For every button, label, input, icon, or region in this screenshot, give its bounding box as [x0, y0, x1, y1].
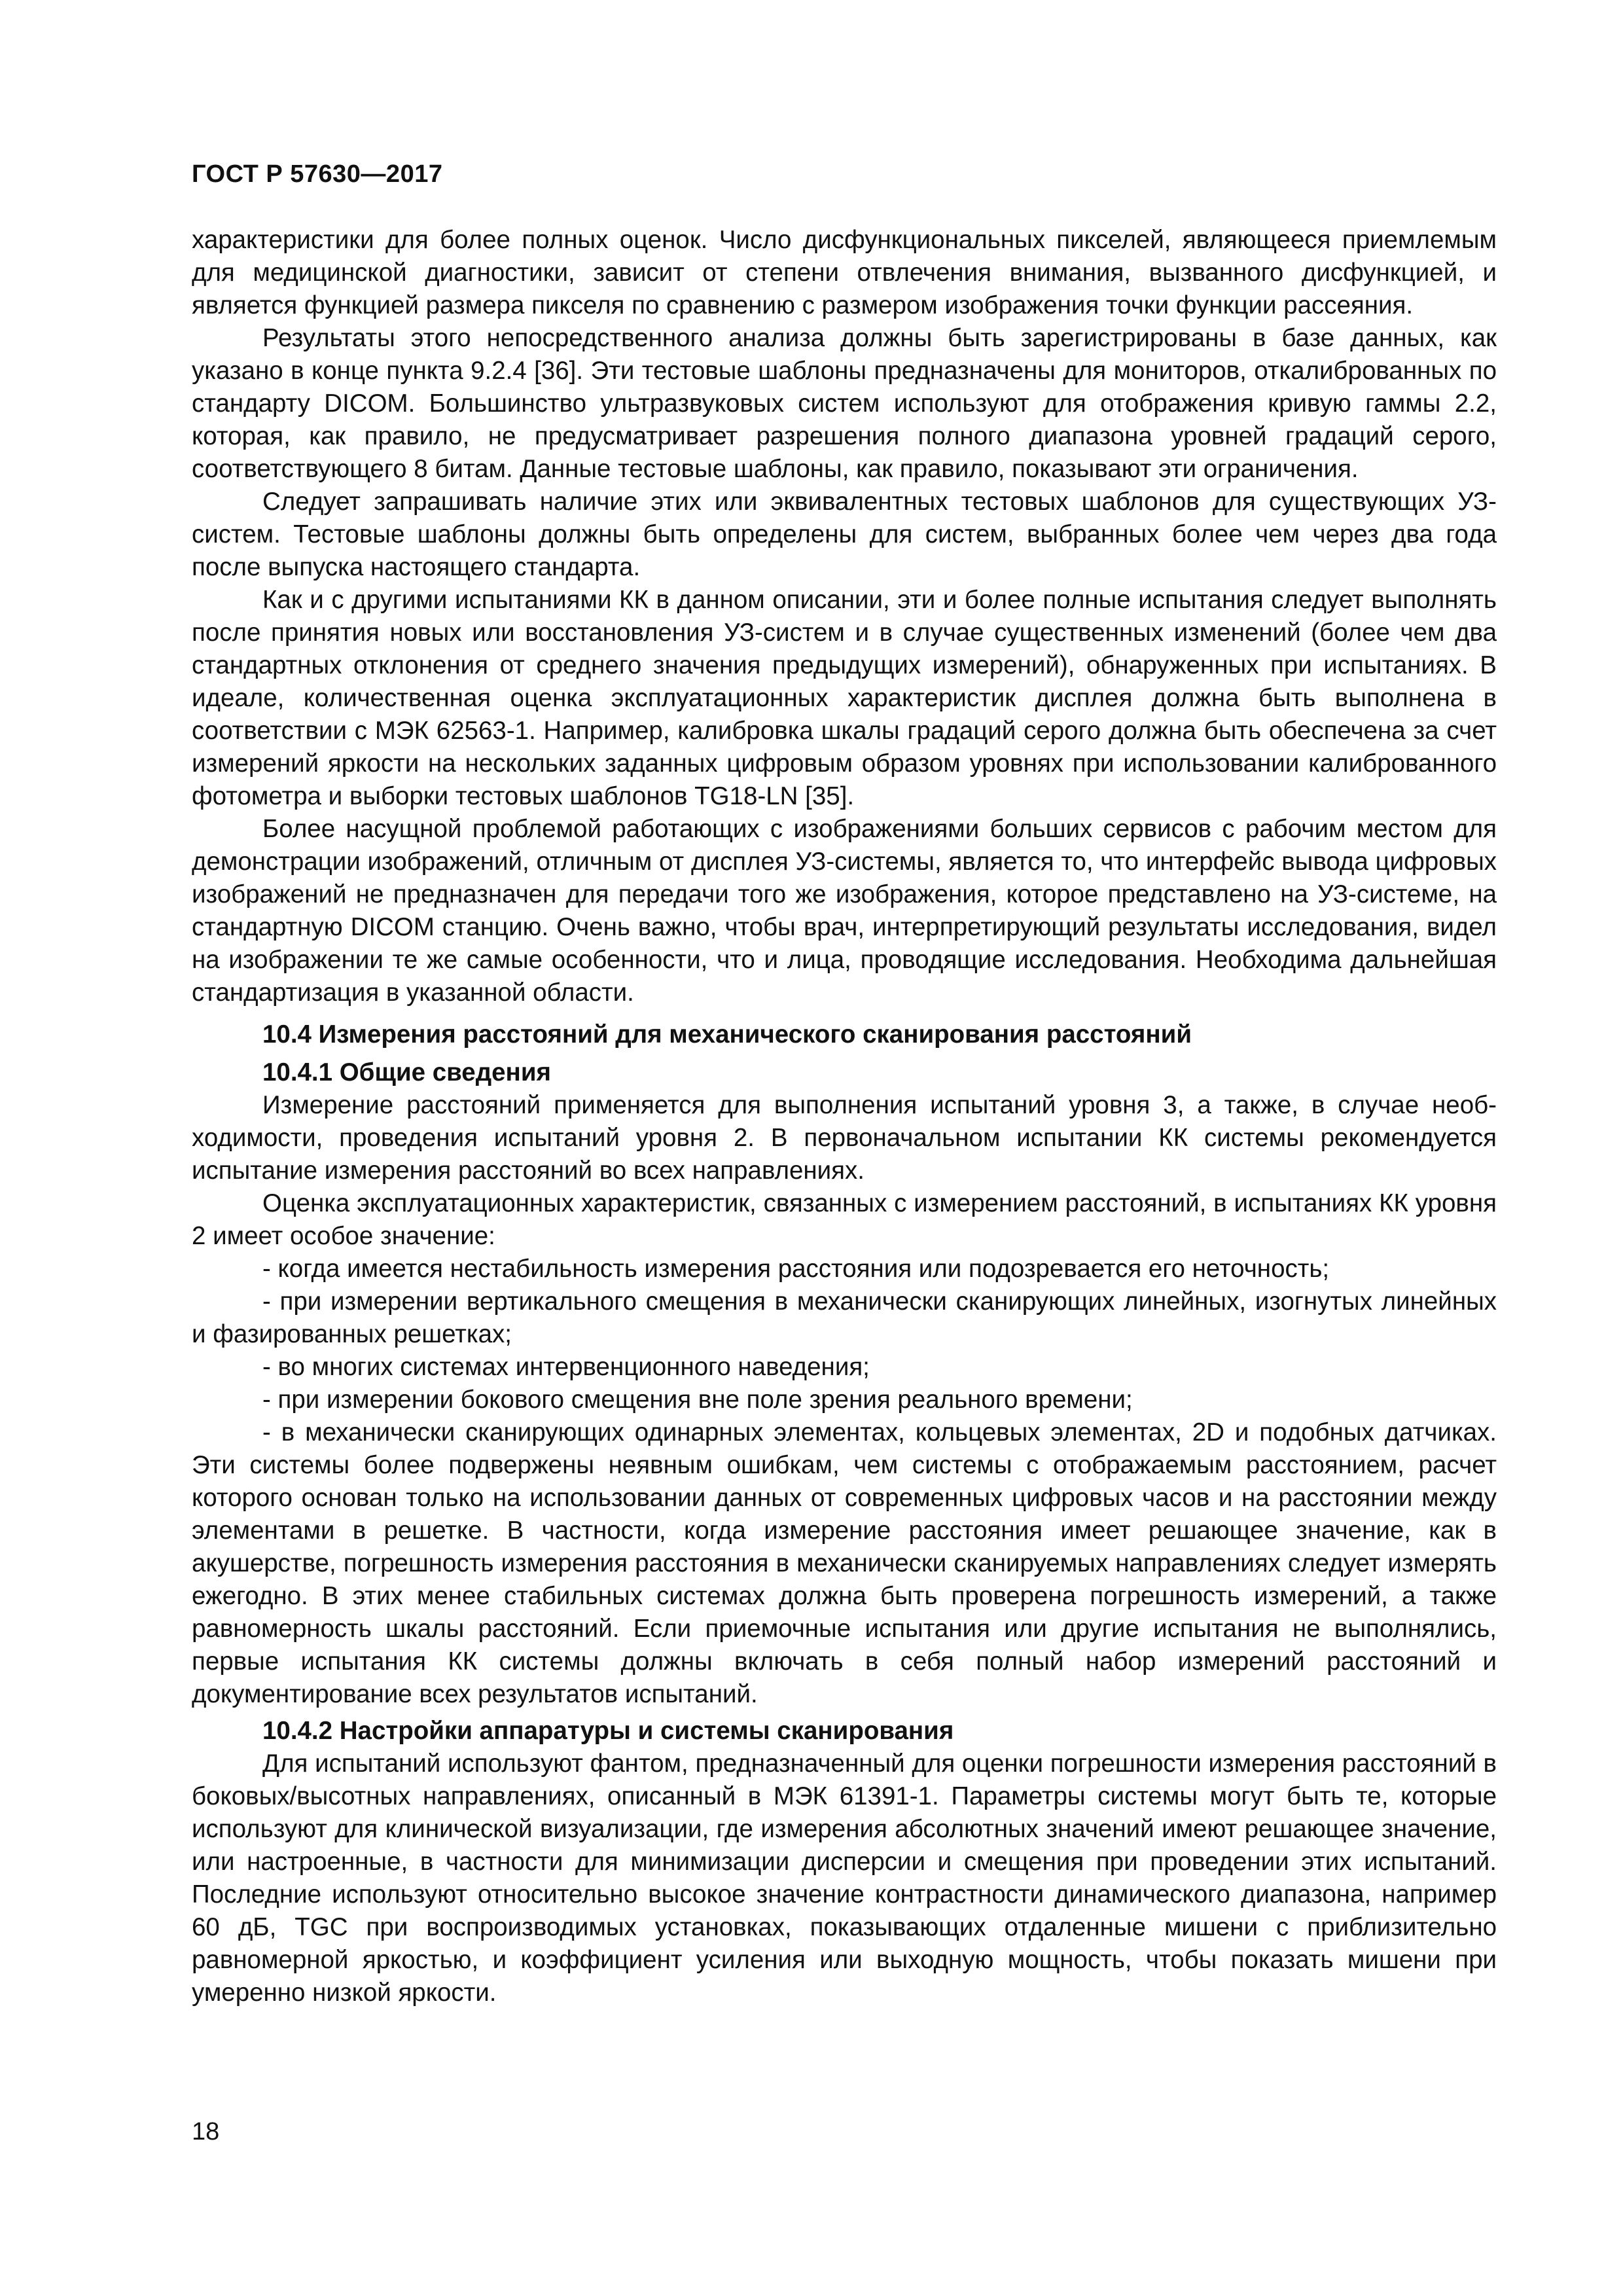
paragraph: Результаты этого непосредственного анализа должны быть зарегистрированы в базе данных, как указано в конце пункта 9.2.4 [36]. Эти тестовые шаблоны предназначены для мониторов, откалиброванных по стандарту DICOM. Большинство ультразвуковых систем используют для отображения кривую гаммы 2.2, которая, как правило, не предусматривает разрешения полного диапазона уровней градаций серого, соответствующего 8 битам. Данные тестовые шаблоны, как правило, показывают эти ограничения. — [192, 324, 1497, 483]
page-number: 18 — [192, 2118, 220, 2145]
list-item: - в механически сканирующих одинарных элементах, кольцевых элементах, 2D и подобных датчиках. Эти системы более подвержены неявным ошибкам, чем системы с отображаемым расстоянием, расчет которого основан только на использовании данных от современных цифровых часов и на расстоянии между элементами в решетке. В частности, когда измерение расстояния имеет решающее значение, как в акушерстве, погрешность измерения расстояния в механически сканируемых направлениях следует измерять ежегодно. В этих менее стабильных системах должна быть проверена погрешность измерений, а также равномерность шкалы расстояний. Если приемочные испытания или другие испытания не выполнялись, первые испытания КК системы должны включать в себя полный набор измерений расстояний и документирование всех результатов испытаний. — [192, 1418, 1497, 1708]
paragraph: Для испытаний используют фантом, предназначенный для оценки погрешности измерения расстояний в боковых/высотных направлениях, описанный в МЭК 61391-1. Параметры системы могут быть те, которые используют для клинической визуализации, где измерения абсолютных значений имеют решающее значение, или настроенные, в частности для минимизации дисперсии и смещения при проведении этих испытаний. Последние используют относительно высокое значение контрастности динамического диапазона, например 60 дБ, TGC при воспроизводимых установках, показывающих отдаленные мишени с приблизительно равномерной яркостью, и коэффициент усиления или выходную мощность, чтобы показать мишени при умеренно низкой яркости. — [192, 1749, 1497, 2007]
paragraph: Оценка эксплуатационных характеристик, связанных с измерением расстояний, в испытаниях КК уровня 2 имеет особое значение: — [192, 1189, 1497, 1250]
section-heading-10-4: 10.4 Измерения расстояний для механического сканирования расстояний — [262, 1020, 1192, 1049]
list-item: - при измерении вертикального смещения в механически сканирующих линейных, изогнутых линейных и фазированных решетках; — [192, 1287, 1497, 1348]
subsection-heading-10-4-1: 10.4.1 Общие сведения — [262, 1058, 551, 1086]
paragraph: Измерение расстояний применяется для выполнения испытаний уровня 3, а также, в случае необходимости, проведения испытаний уровня 2. В первоначальном испытании КК системы рекомендуется испытание измерения расстояний во всех направлениях. — [192, 1091, 1497, 1185]
paragraph: Более насущной проблемой работающих с изображениями больших сервисов с рабочим местом для демонстрации изображений, отличным от дисплея УЗ-системы, является то, что интерфейс вывода цифровых изображений не предназначен для передачи того же изображения, которое представлено на УЗ-системе, на стандартную DICOM станцию. Очень важно, чтобы врач, интерпретирующий результаты исследования, видел на изображении те же самые особенности, что и лица, проводящие исследования. Необходима дальнейшая стандартизация в указанной области. — [192, 815, 1497, 1007]
list-item: - во многих системах интервенционного наведения; — [262, 1353, 870, 1381]
paragraph: характеристики для более полных оценок. Число дисфункциональных пикселей, являющееся приемлемым для медицинской диагностики, зависит от степени отвлечения внимания, вызванного дисфункцией, и является функцией размера пикселя по сравнению с размером изображения точки функции рассеяния. — [192, 226, 1497, 319]
paragraph: Следует запрашивать наличие этих или эквивалентных тестовых шаблонов для существующих УЗ-систем. Тестовые шаблоны должны быть определены для систем, выбранных более чем через два года после выпуска настоящего стандарта. — [192, 488, 1497, 581]
page-body — [192, 224, 1497, 2009]
document-code-header: ГОСТ Р 57630—2017 — [192, 160, 443, 188]
paragraph: Как и с другими испытаниями КК в данном описании, эти и более полные испытания следует выполнять после принятия новых или восстановления УЗ-систем и в случае существенных изменений (более чем два стандартных отклонения от среднего значения предыдущих измерений), обнаруженных при испытаниях. В идеале, количественная оценка эксплуатационных характеристик дисплея должна быть выполнена в соответствии с МЭК 62563-1. Например, калибровка шкалы градаций серого должна быть обеспечена за счет измерений яркости на нескольких заданных цифровым образом уровнях при использовании калиброванного фотометра и выборки тестовых шаблонов TG18-LN [35]. — [192, 586, 1497, 810]
list-item: - когда имеется нестабильность измерения расстояния или подозревается его неточность; — [262, 1255, 1330, 1283]
subsection-heading-10-4-2: 10.4.2 Настройки аппаратуры и системы сканирования — [262, 1717, 954, 1745]
list-item: - при измерении бокового смещения вне поле зрения реального времени; — [262, 1386, 1133, 1414]
